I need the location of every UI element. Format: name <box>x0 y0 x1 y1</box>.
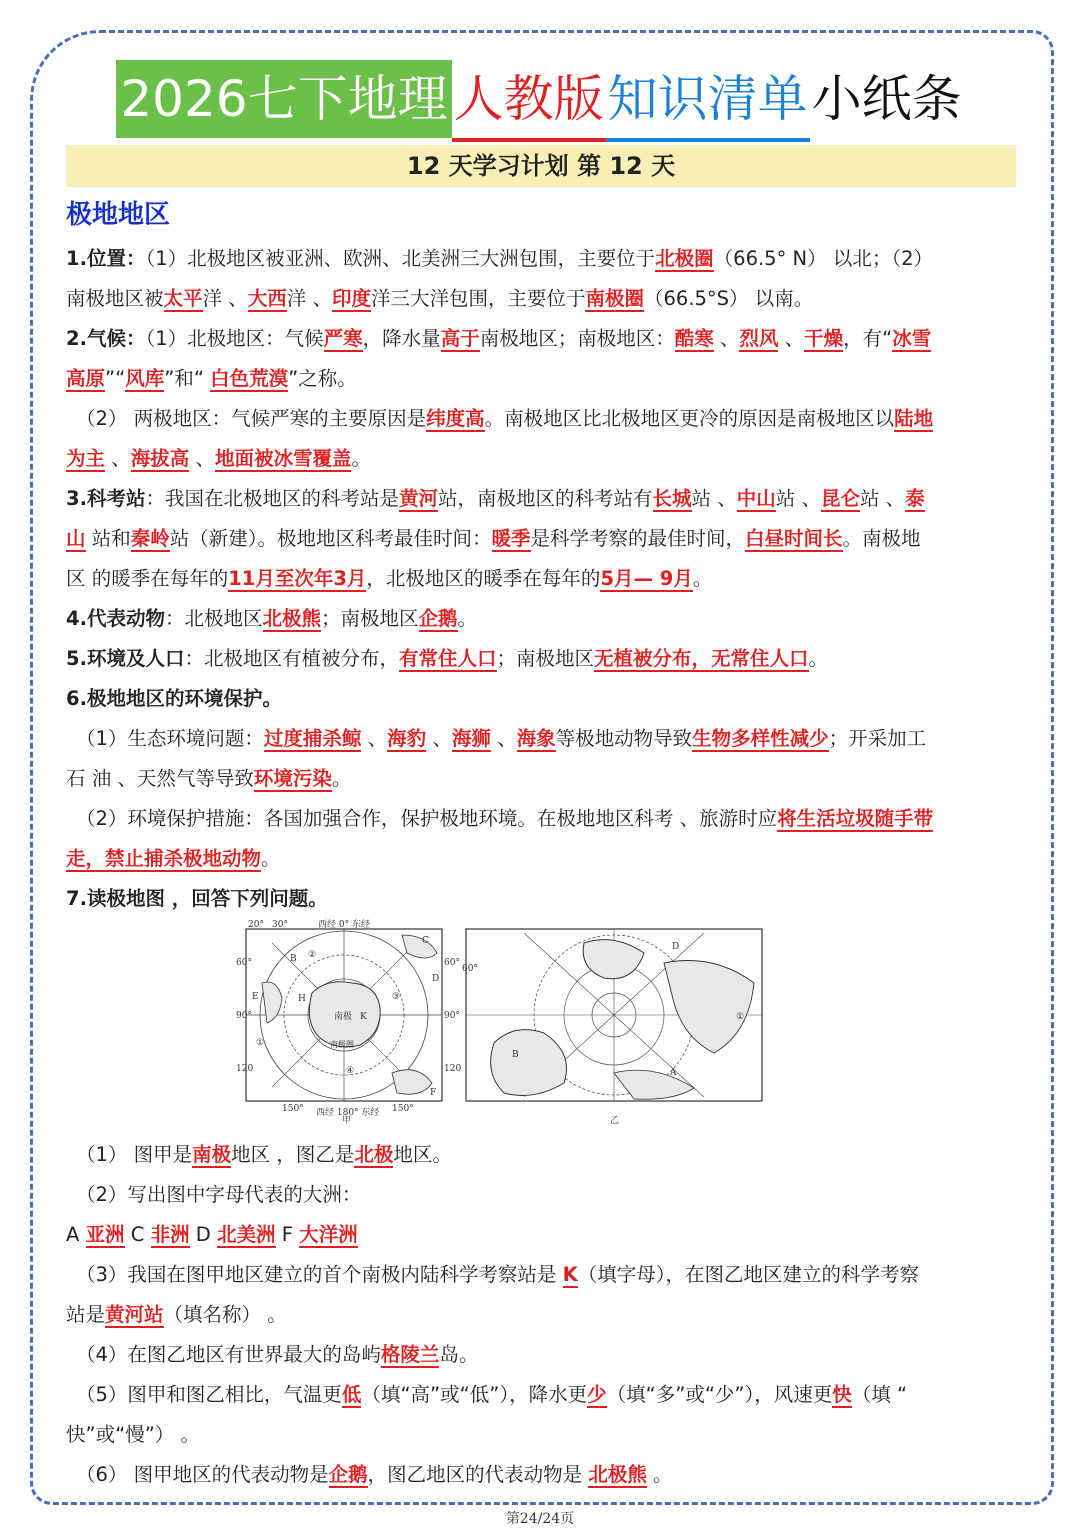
map-a-deg-90-left: 90° <box>236 1011 252 1021</box>
question-4: （4）在图乙地区有世界最大的岛屿格陵兰岛。 <box>76 1343 479 1366</box>
map-a-caption: 甲 <box>342 1116 352 1126</box>
line-protection-heading: 6.极地地区的环境保护。 <box>66 687 282 710</box>
map-a-letter-f: F <box>430 1088 437 1098</box>
map-a-letter-d: D <box>432 974 440 984</box>
map-a-deg-90-right: 90° <box>444 1011 460 1021</box>
map-a-letter-k: K <box>360 1012 367 1022</box>
map-a-num-3: ③ <box>392 992 401 1002</box>
map-a-deg-20: 20° <box>248 920 264 930</box>
map-a-deg-60-left: 60° <box>236 958 252 968</box>
map-a-letter-h: H <box>298 994 306 1004</box>
map-a-num-2: ② <box>308 950 317 960</box>
line-stations-1: 3.科考站：我国在北极地区的科考站是黄河站，南极地区的科考站有长城站 、中山站 、昆仑站 、泰 <box>66 487 925 510</box>
map-b-letter-d: D <box>672 942 680 952</box>
title-part-slip: 小纸条 <box>811 70 962 128</box>
line-protection-1: （1）生态环境问题：过度捕杀鲸 、海豹 、海狮 、海象等极地动物导致生物多样性减少；开采加工 <box>76 727 927 750</box>
map-a-deg-150-right: 150° <box>392 1104 414 1114</box>
question-1: （1） 图甲是南极地区 ，图乙是北极地区。 <box>76 1143 452 1166</box>
study-plan-banner: 12 天学习计划 第 12 天 <box>66 145 1016 187</box>
line-map-question: 7.读极地图 ，回答下列问题。 <box>66 887 328 910</box>
line-climate-2: 高原”“风库”和“ 白色荒漠”之称。 <box>66 367 357 390</box>
line-stations-2: 山 站和秦岭站（新建）。极地地区科考最佳时间：暖季是科学考察的最佳时间，白昼时间长。南极地 <box>66 527 921 550</box>
line-location-2: 南极地区被太平洋 、大西洋 、印度洋三大洋包围，主要位于南极圈（66.5°S） 以南。 <box>66 287 814 310</box>
question-2-answers: A 亚洲 C 非洲 D 北美洲 F 大洋洲 <box>66 1223 358 1246</box>
line-climate-3: （2） 两极地区：气候严寒的主要原因是纬度高。南极地区比北极地区更冷的原因是南极地区以陆地 <box>76 407 934 430</box>
map-b-num-1: ① <box>736 1012 745 1022</box>
line-animals: 4.代表动物：北极地区北极熊；南极地区企鹅。 <box>66 607 478 630</box>
map-a-deg-120-right: 120 <box>444 1064 462 1074</box>
map-a-bottom-label: 西经 180° 东经 <box>316 1108 380 1118</box>
map-b-deg-60: 60° <box>462 964 478 974</box>
title-part-year-grade: 2026七下地理 <box>116 60 451 138</box>
line-environment-population: 5.环境及人口：北极地区有植被分布，有常住人口；南极地区无植被分布，无常住人口。 <box>66 647 829 670</box>
map-a-deg-120-left: 120 <box>236 1064 254 1074</box>
question-3-continued: 站是黄河站（填名称） 。 <box>66 1303 287 1326</box>
page-number: 第24/24页 <box>505 1511 575 1527</box>
question-6: （6） 图甲地区的代表动物是企鹅，图乙地区的代表动物是 北极熊 。 <box>76 1463 673 1486</box>
title-part-checklist: 知识清单 <box>606 60 810 142</box>
map-a-center-label: 南极 <box>334 1012 353 1022</box>
map-a-deg-60-right: 60° <box>444 958 460 968</box>
question-3: （3）我国在图甲地区建立的首个南极内陆科学考察站是 K（填字母），在图乙地区建立的科学考察 <box>76 1263 919 1286</box>
line-location-1: 1.位置：（1）北极地区被亚洲、欧洲、北美洲三大洲包围，主要位于北极圈（66.5° N） 以北；（2） <box>66 247 933 270</box>
map-a-inner-label: 南极圈 <box>330 1040 354 1049</box>
content-body <box>66 193 1018 1495</box>
map-a-num-1: ① <box>256 1038 265 1048</box>
map-a-letter-c: C <box>422 936 429 946</box>
question-5: （5）图甲和图乙相比，气温更低（填“高”或“低”），降水更少（填“多”或“少”），风速更快（填 “ <box>76 1383 908 1406</box>
page-title <box>0 60 1080 142</box>
map-a-letter-e: E <box>252 992 259 1002</box>
map-a-letter-b: B <box>290 954 297 964</box>
section-heading: 极地地区 <box>66 200 171 230</box>
question-5-continued: 快”或“慢”） 。 <box>66 1423 201 1446</box>
map-b-caption: 乙 <box>610 1116 620 1126</box>
title-part-edition: 人教版 <box>452 60 606 142</box>
map-arctic <box>462 923 764 1126</box>
map-b-letter-b: B <box>512 1050 519 1060</box>
map-a-top-label: 西经 0° 东经 <box>318 920 370 930</box>
line-protection-3: （2）环境保护措施：各国加强合作，保护极地环境。在极地地区科考 、旅游时应将生活垃圾随手带 <box>76 807 934 830</box>
map-antarctic <box>236 920 462 1126</box>
polar-maps <box>66 919 1018 1135</box>
line-stations-3: 区 的暖季在每年的11月至次年3月，北极地区的暖季在每年的5月— 9月。 <box>66 567 713 590</box>
map-a-deg-30: 30° <box>272 920 288 930</box>
map-a-deg-150-left: 150° <box>282 1104 304 1114</box>
line-protection-2: 石 油 、天然气等导致环境污染。 <box>66 767 352 790</box>
line-climate-4: 为主 、海拔高 、地面被冰雪覆盖。 <box>66 447 371 470</box>
line-climate-1: 2.气候：（1）北极地区：气候严寒，降水量高于南极地区；南极地区：酷寒 、烈风 、干燥，有“冰雪 <box>66 327 932 350</box>
map-a-num-4: ④ <box>346 1066 355 1076</box>
line-protection-4: 走，禁止捕杀极地动物。 <box>66 847 281 870</box>
question-2: （2）写出图中字母代表的大洲： <box>76 1183 362 1206</box>
map-b-letter-a: A <box>670 1068 677 1078</box>
